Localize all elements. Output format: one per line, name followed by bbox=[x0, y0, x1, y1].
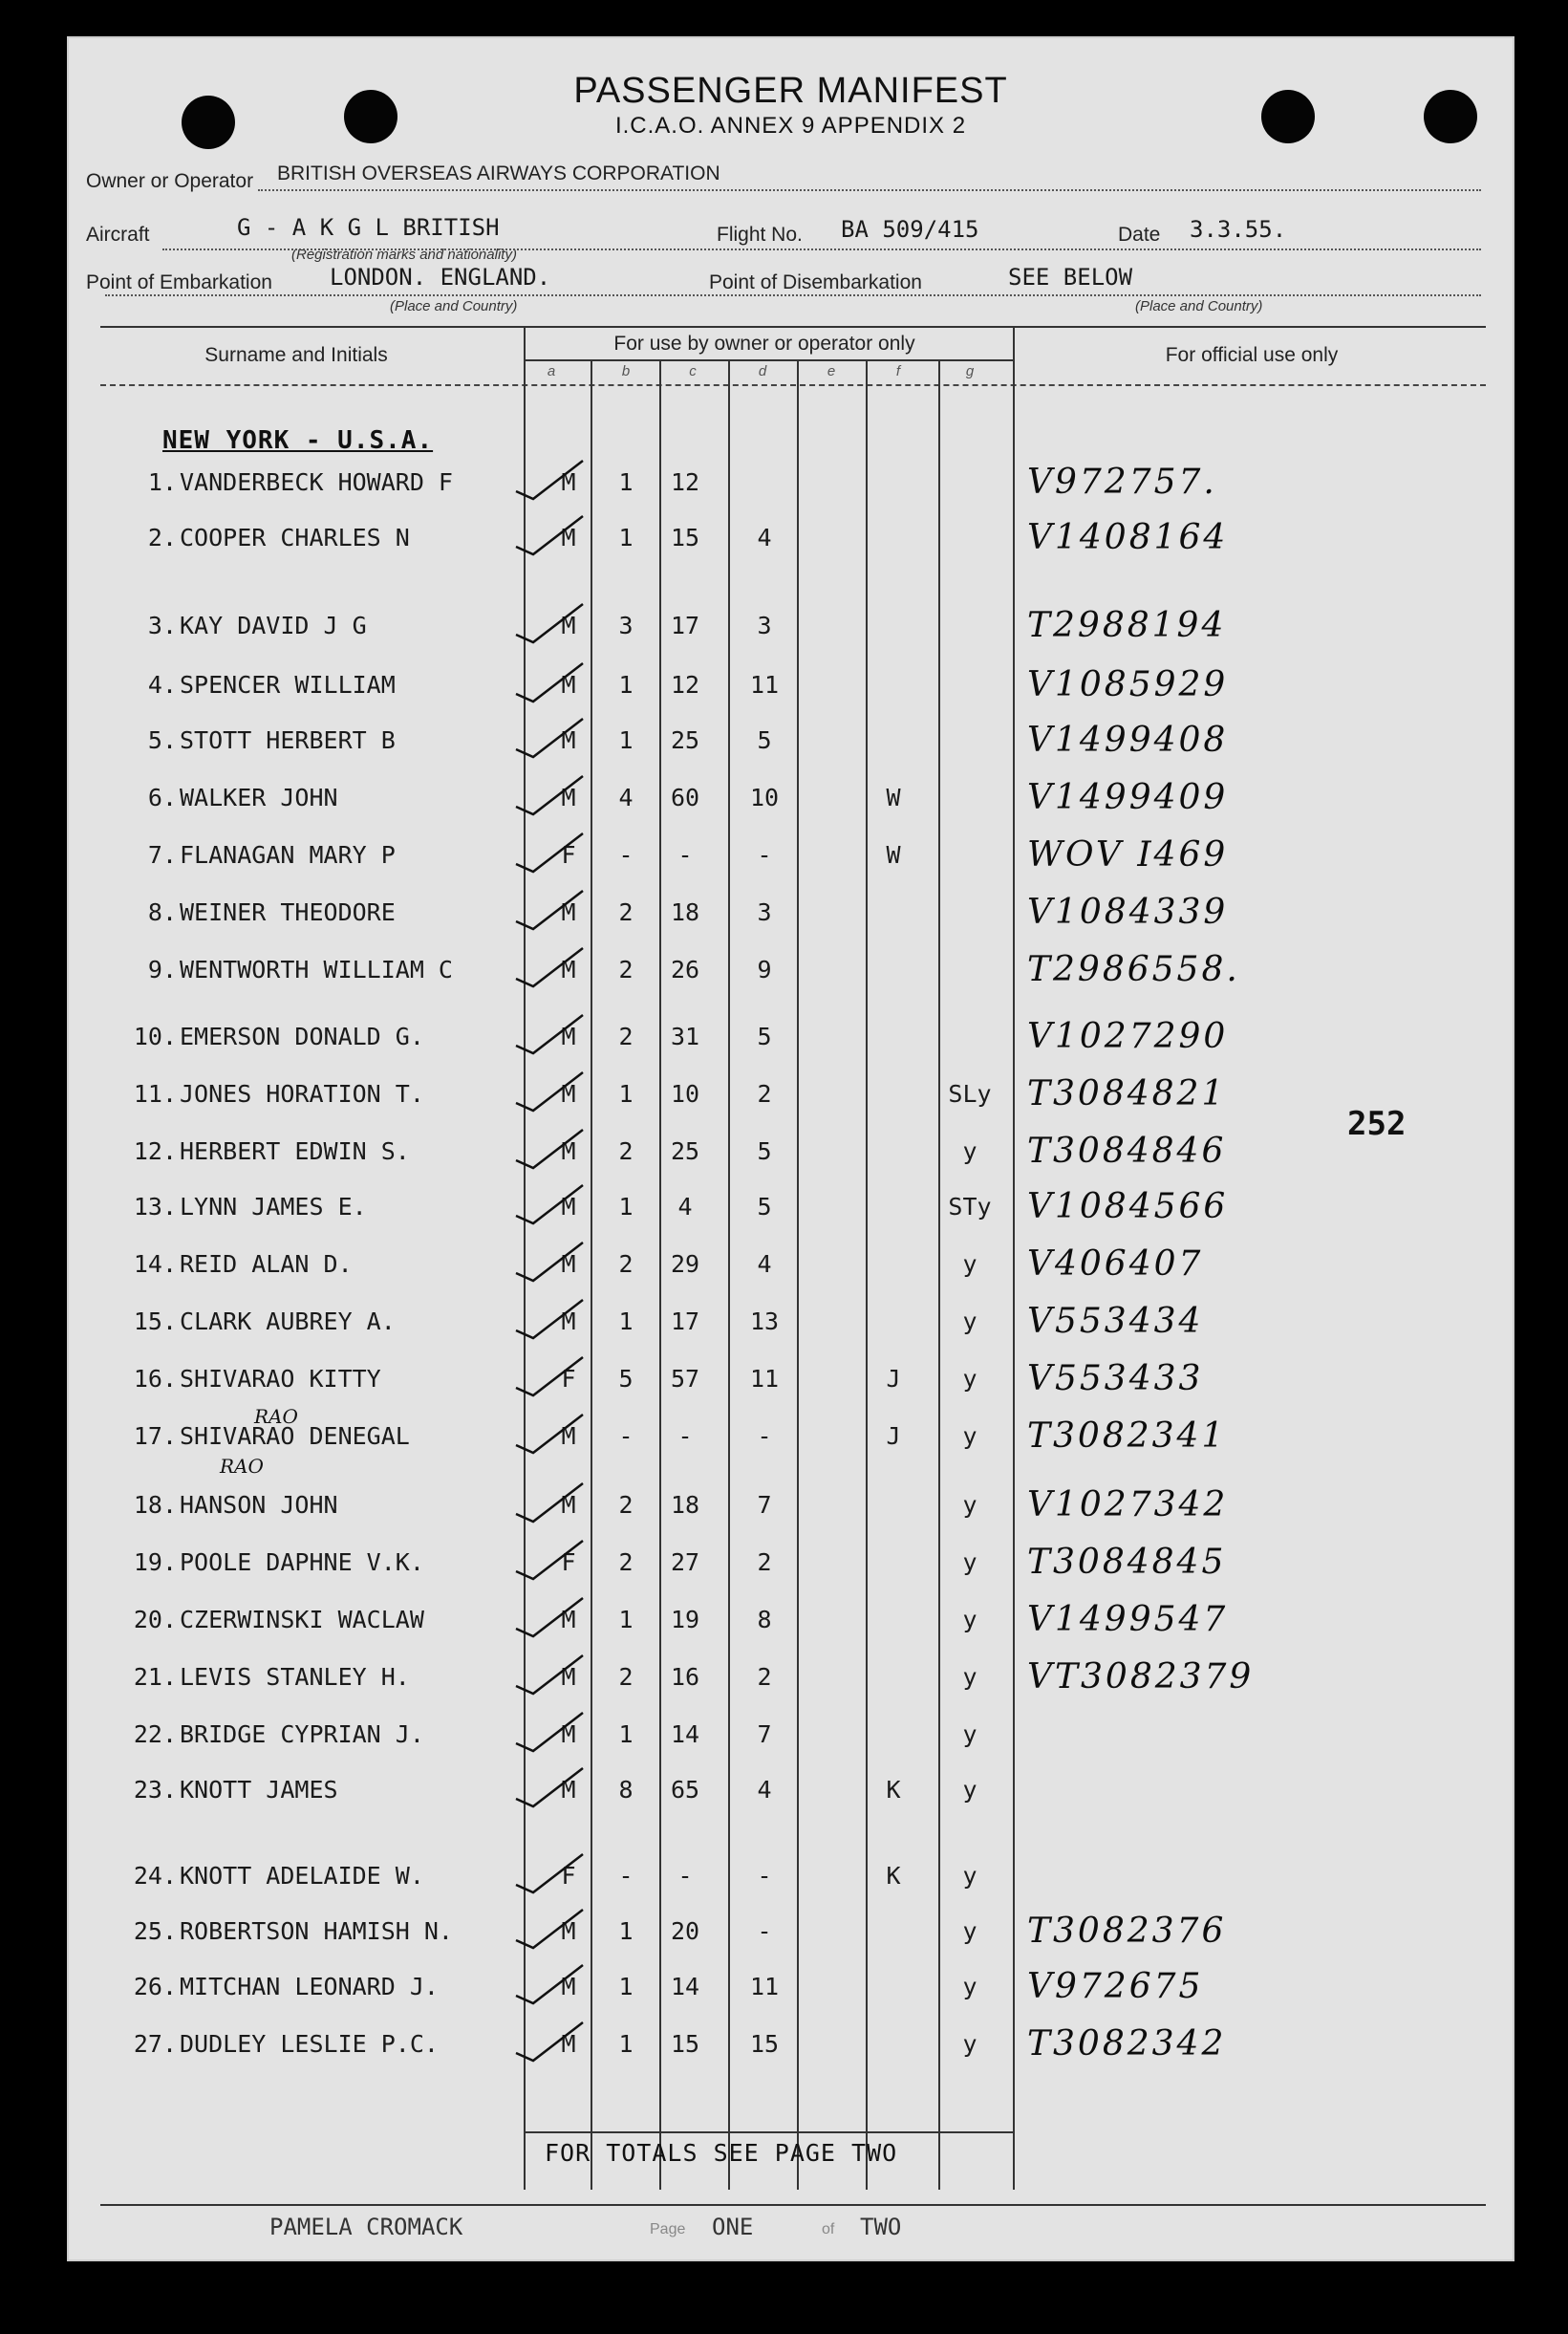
column-b-value: 1 bbox=[618, 1720, 634, 1748]
tick-mark bbox=[516, 776, 583, 814]
passenger-sex: M bbox=[561, 1776, 576, 1804]
column-c-value: 19 bbox=[670, 1606, 700, 1633]
column-d-value: 11 bbox=[749, 1365, 780, 1393]
page-subtitle: I.C.A.O. ANNEX 9 APPENDIX 2 bbox=[614, 113, 967, 139]
official-use-header: For official use only bbox=[1165, 344, 1339, 366]
column-d-value: 7 bbox=[757, 1720, 772, 1748]
passenger-name: BRIDGE CYPRIAN J. bbox=[180, 1720, 424, 1748]
column-d-value: - bbox=[757, 1917, 772, 1945]
column-g-value: y bbox=[962, 1606, 977, 1633]
column-d-value: 9 bbox=[757, 956, 772, 983]
passenger-name: HANSON JOHN bbox=[180, 1491, 338, 1519]
official-number: T3084846 bbox=[1027, 1132, 1227, 1171]
column-c-value: 57 bbox=[670, 1365, 700, 1393]
column-d-value: 8 bbox=[757, 1606, 772, 1633]
disembarkation-note: (Place and Country) bbox=[1135, 298, 1263, 314]
column-c-value: - bbox=[677, 1862, 693, 1890]
passenger-sex: M bbox=[561, 1491, 576, 1519]
passenger-sex: M bbox=[561, 671, 576, 699]
tick-mark bbox=[516, 1768, 583, 1806]
column-g-value: y bbox=[962, 1862, 977, 1890]
column-d-value: 4 bbox=[757, 1776, 772, 1804]
tick-mark bbox=[516, 604, 583, 642]
column-d-value: 2 bbox=[757, 1548, 772, 1576]
page-stamp-number: 252 bbox=[1347, 1105, 1407, 1143]
date-label: Date bbox=[1118, 224, 1161, 246]
official-number: V1084566 bbox=[1027, 1187, 1229, 1226]
column-b-value: 4 bbox=[618, 784, 634, 811]
row-number: 19. bbox=[133, 1548, 177, 1576]
official-number: T3082341 bbox=[1027, 1416, 1227, 1456]
official-number: T3082342 bbox=[1027, 2024, 1227, 2064]
column-g-value: y bbox=[962, 1776, 977, 1804]
passenger-name: CZERWINSKI WACLAW bbox=[180, 1606, 424, 1633]
column-g-value: y bbox=[962, 1973, 977, 2000]
section-title: NEW YORK - U.S.A. bbox=[162, 426, 434, 455]
column-d-value: 4 bbox=[757, 524, 772, 551]
passenger-sex: M bbox=[561, 612, 576, 639]
passenger-sex: F bbox=[561, 1862, 576, 1890]
passenger-name: LYNN JAMES E. bbox=[180, 1193, 367, 1221]
passenger-name: WALKER JOHN bbox=[180, 784, 338, 811]
tick-mark bbox=[516, 948, 583, 986]
official-number: WOV I469 bbox=[1027, 835, 1229, 875]
disembarkation-value: SEE BELOW bbox=[1008, 264, 1133, 291]
official-number: T2986558. bbox=[1027, 950, 1240, 989]
column-b-value: 1 bbox=[618, 2030, 634, 2058]
column-c-value: - bbox=[677, 841, 693, 869]
official-number: V406407 bbox=[1027, 1244, 1204, 1284]
official-number: V1499408 bbox=[1027, 721, 1229, 760]
passenger-sex: M bbox=[561, 1250, 576, 1278]
signatory: PAMELA CROMACK bbox=[269, 2214, 463, 2240]
column-d-value: - bbox=[757, 1862, 772, 1890]
row-number: 5. bbox=[147, 726, 177, 754]
passenger-sex: M bbox=[561, 524, 576, 551]
passenger-sex: M bbox=[561, 726, 576, 754]
column-d-value: 5 bbox=[757, 1137, 772, 1165]
of-label: of bbox=[822, 2221, 835, 2237]
passenger-name: COOPER CHARLES N bbox=[180, 524, 410, 551]
passenger-sex: M bbox=[561, 1663, 576, 1691]
column-d-value: 5 bbox=[757, 1023, 772, 1050]
flight-value: BA 509/415 bbox=[841, 216, 979, 243]
row-number: 3. bbox=[147, 612, 177, 639]
column-g-value: y bbox=[962, 1491, 977, 1519]
row-number: 22. bbox=[133, 1720, 177, 1748]
row-number: 21. bbox=[133, 1663, 177, 1691]
manifest-sheet: PASSENGER MANIFEST I.C.A.O. ANNEX 9 APPENDIX 2 Owner or Operator BRITISH OVERSEAS AIRWAYS CORPORATION Aircraft G - A K G L BRITISH (Registration marks and nationality) Flight No. BA 509/415 Date 3.3.55. Point of Embarkation LONDON. ENGLAND. (Place and Country) Point of Disembarkation SEE BELOW (Place and Country) Surname and Initials For use by owner or operator only For official use only a b c d e f g NEW YORK - U.S.A. 1. VANDERBECK HOWARD F M 1 12 V972757. 2. COOPER CHARLES N M 1 15 4 V1408164 3. KAY DAVID J G M 3 17 3 T2988194 4. SPENCER WILLIAM M 1 12 11 V1085929 5. STOTT HERBERT B M 1 25 5 V1499408 6. WALKER JOHN M 4 60 10 W V1499409 7. FLANAGAN MARY P F - - - W WOV I469 8. WEINER THEODORE M 2 18 3 V1084339 9. WENTWORTH WILLIAM C M 2 26 9 T2986558. 10. EMERSON DONALD G. M 2 31 5 V1027290 11. JONES HORATION T. M 1 10 2 SLy T3084821 12. HERBERT EDWIN S. M 2 25 5 y T3084846 13. LYNN JAMES E. M 1 4 5 STy V1084566 14. REID ALAN D. M 2 29 4 y V406407 15. CLARK AUBREY A. M 1 17 13 y V553434 16. SHIVARAO KITTY F 5 57 11 J y V553433 17. SHIVARAO DENEGAL M - - - J y T3082341 18. HANSON JOHN M 2 18 7 y V1027342 19. POOLE DAPHNE V.K. F 2 27 2 y T3084845 20. CZERWINSKI WACLAW M 1 19 8 y V1499547 21. LEVIS STANLEY H. M 2 16 2 y VT3082379 22. BRIDGE CYPRIAN J. M 1 14 7 y 23. KNOTT JAMES M 8 65 4 K y 24. KNOTT ADELAIDE W. F - - - K y 25. ROBERTSON HAMISH N. M 1 20 - y T3082376 26. MITCHAN LEONARD J. M 1 14 11 y V972675 27. DUDLEY LESLIE P.C. M 1 15 15 y T3082342 RAO RAO 252 FOR TOTALS SEE PAGE TWO PAMELA CROMACK Page ONE of TWO bbox=[67, 36, 1514, 2261]
tick-mark bbox=[516, 1415, 583, 1453]
tick-mark bbox=[516, 1854, 583, 1892]
column-g-value: y bbox=[962, 1307, 977, 1335]
column-d-value: 5 bbox=[757, 1193, 772, 1221]
passenger-sex: M bbox=[561, 468, 576, 496]
column-g-value: y bbox=[962, 1548, 977, 1576]
passenger-name: POOLE DAPHNE V.K. bbox=[180, 1548, 424, 1576]
column-f-value: J bbox=[886, 1422, 901, 1450]
passenger-sex: F bbox=[561, 841, 576, 869]
totals-note: FOR TOTALS SEE PAGE TWO bbox=[545, 2139, 898, 2167]
official-number: V1084339 bbox=[1027, 893, 1229, 932]
official-number: T3084821 bbox=[1027, 1074, 1227, 1113]
column-b-value: 1 bbox=[618, 671, 634, 699]
column-b-value: 3 bbox=[618, 612, 634, 639]
official-number: V1408164 bbox=[1027, 518, 1229, 557]
column-b-value: 2 bbox=[618, 1023, 634, 1050]
column-b-value: - bbox=[618, 1862, 634, 1890]
row-number: 11. bbox=[133, 1080, 177, 1108]
passenger-sex: F bbox=[561, 1365, 576, 1393]
passenger-name: FLANAGAN MARY P bbox=[180, 841, 396, 869]
tick-mark bbox=[516, 1541, 583, 1579]
column-c-value: 20 bbox=[670, 1917, 700, 1945]
column-b-value: 1 bbox=[618, 1973, 634, 2000]
official-number: T3082376 bbox=[1027, 1912, 1227, 1951]
tick-mark bbox=[516, 1130, 583, 1168]
column-b-value: 1 bbox=[618, 1193, 634, 1221]
column-d-value: 5 bbox=[757, 726, 772, 754]
column-b-value: 2 bbox=[618, 1491, 634, 1519]
passenger-name: SPENCER WILLIAM bbox=[180, 671, 396, 699]
row-number: 6. bbox=[147, 784, 177, 811]
row-number: 4. bbox=[147, 671, 177, 699]
passenger-name: VANDERBECK HOWARD F bbox=[180, 468, 453, 496]
column-f-value: J bbox=[886, 1365, 901, 1393]
column-f-value: K bbox=[886, 1862, 901, 1890]
column-d-value: 11 bbox=[749, 1973, 780, 2000]
row-number: 8. bbox=[147, 898, 177, 926]
column-c-value: 17 bbox=[670, 1307, 700, 1335]
column-b-value: - bbox=[618, 841, 634, 869]
tick-mark bbox=[516, 663, 583, 702]
column-f-value: W bbox=[886, 841, 901, 869]
column-c-value: 14 bbox=[670, 1973, 700, 2000]
column-c-value: 12 bbox=[670, 671, 700, 699]
column-b-value: 1 bbox=[618, 524, 634, 551]
column-c-value: 60 bbox=[670, 784, 700, 811]
row-number: 26. bbox=[133, 1973, 177, 2000]
passenger-sex: M bbox=[561, 1917, 576, 1945]
official-number: V1499409 bbox=[1027, 778, 1229, 817]
tick-mark bbox=[516, 1300, 583, 1338]
column-d-value: 15 bbox=[749, 2030, 780, 2058]
column-b-value: 1 bbox=[618, 1080, 634, 1108]
aircraft-label: Aircraft bbox=[86, 224, 150, 246]
column-c-value: 12 bbox=[670, 468, 700, 496]
row-number: 15. bbox=[133, 1307, 177, 1335]
column-g-value: y bbox=[962, 1720, 977, 1748]
row-number: 27. bbox=[133, 2030, 177, 2058]
official-number: V1499547 bbox=[1027, 1600, 1229, 1639]
column-d-value: 11 bbox=[749, 671, 780, 699]
column-c-value: 14 bbox=[670, 1720, 700, 1748]
column-f-value: W bbox=[886, 784, 901, 811]
row-number: 2. bbox=[147, 524, 177, 551]
official-number: V1027342 bbox=[1027, 1485, 1229, 1524]
column-b-value: 2 bbox=[618, 1137, 634, 1165]
tick-mark bbox=[516, 1598, 583, 1636]
column-c-value: 4 bbox=[677, 1193, 693, 1221]
passenger-name: KNOTT ADELAIDE W. bbox=[180, 1862, 424, 1890]
column-b-value: 2 bbox=[618, 1663, 634, 1691]
annotation-rao: RAO bbox=[220, 1455, 264, 1478]
check-marks bbox=[67, 36, 1514, 2261]
page-label: Page bbox=[650, 2221, 686, 2237]
passenger-name: WEINER THEODORE bbox=[180, 898, 396, 926]
flight-label: Flight No. bbox=[717, 224, 803, 246]
disembarkation-label: Point of Disembarkation bbox=[709, 271, 922, 293]
tick-mark bbox=[516, 516, 583, 554]
aircraft-value: G - A K G L BRITISH bbox=[237, 214, 500, 241]
column-d-value: 2 bbox=[757, 1663, 772, 1691]
passenger-sex: F bbox=[561, 1548, 576, 1576]
column-c-value: 65 bbox=[670, 1776, 700, 1804]
tick-mark bbox=[516, 1072, 583, 1111]
passenger-name: LEVIS STANLEY H. bbox=[180, 1663, 410, 1691]
row-number: 20. bbox=[133, 1606, 177, 1633]
column-c-value: 27 bbox=[670, 1548, 700, 1576]
passenger-name: KAY DAVID J G bbox=[180, 612, 367, 639]
column-g-value: STy bbox=[948, 1193, 992, 1221]
column-d-value: 2 bbox=[757, 1080, 772, 1108]
column-g-value: y bbox=[962, 1917, 977, 1945]
column-b-value: 1 bbox=[618, 1917, 634, 1945]
passenger-name: WENTWORTH WILLIAM C bbox=[180, 956, 453, 983]
official-number: T2988194 bbox=[1027, 606, 1227, 645]
column-d-value: - bbox=[757, 841, 772, 869]
official-number: V553433 bbox=[1027, 1359, 1204, 1398]
column-c-value: 31 bbox=[670, 1023, 700, 1050]
column-b-value: - bbox=[618, 1422, 634, 1450]
passenger-sex: M bbox=[561, 898, 576, 926]
passenger-sex: M bbox=[561, 1307, 576, 1335]
column-c-value: 15 bbox=[670, 2030, 700, 2058]
passenger-name: DUDLEY LESLIE P.C. bbox=[180, 2030, 439, 2058]
row-number: 24. bbox=[133, 1862, 177, 1890]
column-d-value: 4 bbox=[757, 1250, 772, 1278]
official-number: V553434 bbox=[1027, 1302, 1204, 1341]
column-d-value: 3 bbox=[757, 898, 772, 926]
passenger-sex: M bbox=[561, 1973, 576, 2000]
tick-mark bbox=[516, 1185, 583, 1223]
owner-use-header: For use by owner or operator only bbox=[613, 333, 915, 355]
tick-mark bbox=[516, 1243, 583, 1281]
passenger-name: ROBERTSON HAMISH N. bbox=[180, 1917, 453, 1945]
column-c-value: 25 bbox=[670, 1137, 700, 1165]
row-number: 17. bbox=[133, 1422, 177, 1450]
passenger-sex: M bbox=[561, 1720, 576, 1748]
column-d-value: 3 bbox=[757, 612, 772, 639]
column-d-value: 7 bbox=[757, 1491, 772, 1519]
column-b-value: 5 bbox=[618, 1365, 634, 1393]
row-number: 25. bbox=[133, 1917, 177, 1945]
passenger-sex: M bbox=[561, 1080, 576, 1108]
passenger-name: MITCHAN LEONARD J. bbox=[180, 1973, 439, 2000]
date-value: 3.3.55. bbox=[1190, 216, 1287, 243]
passenger-name: STOTT HERBERT B bbox=[180, 726, 396, 754]
passenger-sex: M bbox=[561, 1422, 576, 1450]
column-g-value: y bbox=[962, 1422, 977, 1450]
column-c-value: - bbox=[677, 1422, 693, 1450]
row-number: 1. bbox=[147, 468, 177, 496]
passenger-sex: M bbox=[561, 1606, 576, 1633]
official-number: T3084845 bbox=[1027, 1543, 1227, 1582]
column-g-value: y bbox=[962, 1250, 977, 1278]
passenger-sex: M bbox=[561, 1023, 576, 1050]
column-d-value: - bbox=[757, 1422, 772, 1450]
tick-mark bbox=[516, 891, 583, 929]
column-c-value: 29 bbox=[670, 1250, 700, 1278]
column-c-value: 17 bbox=[670, 612, 700, 639]
column-c-value: 10 bbox=[670, 1080, 700, 1108]
passenger-name: CLARK AUBREY A. bbox=[180, 1307, 396, 1335]
aircraft-note: (Registration marks and nationality) bbox=[291, 247, 517, 263]
passenger-name: JONES HORATION T. bbox=[180, 1080, 424, 1108]
tick-mark bbox=[516, 1713, 583, 1751]
official-number: V972675 bbox=[1027, 1967, 1204, 2006]
tick-mark bbox=[516, 1357, 583, 1395]
passenger-name: HERBERT EDWIN S. bbox=[180, 1137, 410, 1165]
column-b-value: 2 bbox=[618, 1548, 634, 1576]
column-c-value: 25 bbox=[670, 726, 700, 754]
column-b-value: 8 bbox=[618, 1776, 634, 1804]
page-number: ONE bbox=[712, 2214, 754, 2240]
passenger-sex: M bbox=[561, 1193, 576, 1221]
page-total: TWO bbox=[860, 2214, 902, 2240]
row-number: 16. bbox=[133, 1365, 177, 1393]
tick-mark bbox=[516, 1015, 583, 1053]
tick-mark bbox=[516, 1910, 583, 1948]
annotation-rao: RAO bbox=[254, 1405, 298, 1428]
column-g-value: y bbox=[962, 1365, 977, 1393]
official-number: V972757. bbox=[1027, 463, 1217, 502]
column-c-value: 16 bbox=[670, 1663, 700, 1691]
row-number: 23. bbox=[133, 1776, 177, 1804]
row-number: 9. bbox=[147, 956, 177, 983]
passenger-name: REID ALAN D. bbox=[180, 1250, 353, 1278]
column-b-value: 2 bbox=[618, 898, 634, 926]
column-b-value: 2 bbox=[618, 956, 634, 983]
owner-value: BRITISH OVERSEAS AIRWAYS CORPORATION bbox=[277, 162, 720, 184]
passenger-sex: M bbox=[561, 2030, 576, 2058]
owner-label: Owner or Operator bbox=[86, 170, 254, 192]
tick-mark bbox=[516, 1655, 583, 1694]
row-number: 18. bbox=[133, 1491, 177, 1519]
passenger-name: SHIVARAO KITTY bbox=[180, 1365, 381, 1393]
column-g-value: SLy bbox=[948, 1080, 992, 1108]
passenger-sex: M bbox=[561, 1137, 576, 1165]
passenger-name: EMERSON DONALD G. bbox=[180, 1023, 424, 1050]
row-number: 7. bbox=[147, 841, 177, 869]
embarkation-note: (Place and Country) bbox=[390, 298, 518, 314]
column-d-value: 13 bbox=[749, 1307, 780, 1335]
page-title: PASSENGER MANIFEST bbox=[573, 71, 1008, 111]
tick-mark bbox=[516, 1965, 583, 2003]
passenger-name: SHIVARAO DENEGAL bbox=[180, 1422, 410, 1450]
embarkation-value: LONDON. ENGLAND. bbox=[330, 264, 551, 291]
column-c-value: 18 bbox=[670, 1491, 700, 1519]
passenger-name: KNOTT JAMES bbox=[180, 1776, 338, 1804]
column-f-value: K bbox=[886, 1776, 901, 1804]
tick-mark bbox=[516, 1483, 583, 1522]
row-number: 10. bbox=[133, 1023, 177, 1050]
column-b-value: 2 bbox=[618, 1250, 634, 1278]
column-b-value: 1 bbox=[618, 1307, 634, 1335]
column-c-value: 15 bbox=[670, 524, 700, 551]
column-b-value: 1 bbox=[618, 468, 634, 496]
tick-mark bbox=[516, 833, 583, 872]
tick-mark bbox=[516, 461, 583, 499]
official-number: VT3082379 bbox=[1027, 1657, 1255, 1696]
official-number: V1085929 bbox=[1027, 665, 1229, 704]
column-g-value: y bbox=[962, 1663, 977, 1691]
column-g-value: y bbox=[962, 2030, 977, 2058]
passenger-sex: M bbox=[561, 784, 576, 811]
embarkation-label: Point of Embarkation bbox=[86, 271, 272, 293]
column-g-value: y bbox=[962, 1137, 977, 1165]
surname-column-header: Surname and Initials bbox=[204, 344, 388, 366]
official-number: V1027290 bbox=[1027, 1017, 1229, 1056]
column-c-value: 26 bbox=[670, 956, 700, 983]
column-b-value: 1 bbox=[618, 726, 634, 754]
tick-mark bbox=[516, 2022, 583, 2061]
column-c-value: 18 bbox=[670, 898, 700, 926]
passenger-sex: M bbox=[561, 956, 576, 983]
column-d-value: 10 bbox=[749, 784, 780, 811]
tick-mark bbox=[516, 719, 583, 757]
row-number: 13. bbox=[133, 1193, 177, 1221]
column-b-value: 1 bbox=[618, 1606, 634, 1633]
row-number: 14. bbox=[133, 1250, 177, 1278]
row-number: 12. bbox=[133, 1137, 177, 1165]
